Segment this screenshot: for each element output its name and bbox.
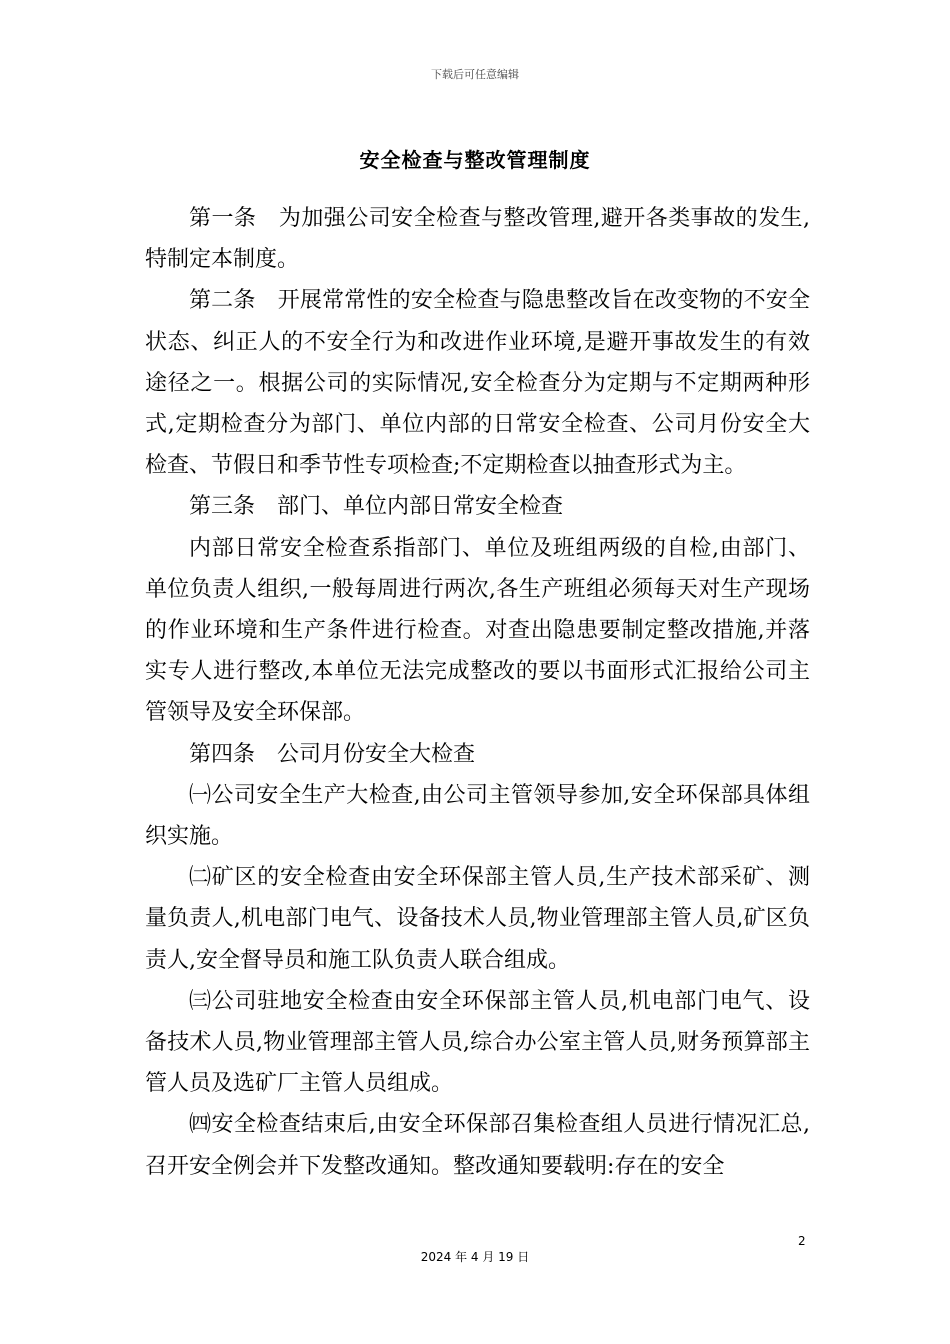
paragraph-article-3-heading: 第三条 部门、单位内部日常安全检查 (189, 494, 564, 520)
paragraph-item-1: ㈠公司安全生产大检查,由公司主管领导参加,安全环保部具体组织实施。 (145, 782, 810, 850)
document-title: 安全检查与整改管理制度 (359, 148, 591, 172)
paragraph-article-1: 第一条 为加强公司安全检查与整改管理,避开各类事故的发生,特制定本制度。 (145, 206, 810, 273)
document-body (145, 198, 810, 1187)
paragraph-article-2: 第二条 开展常常性的安全检查与隐患整改旨在改变物的不安全状态、纠正人的不安全行为和改进作业环境,是避开事故发生的有效途径之一。根据公司的实际情况,安全检查分为定期与不定期两种形式,定期检查分为部门、单位内部的日常安全检查、公司月份安全大检查、节假日和季节性专项检查;不定期检查以抽查形式为主。 (145, 288, 810, 479)
header-note: 下载后可任意编辑 (431, 68, 519, 81)
footer-date: 2024 年 4 月 19 日 (420, 1250, 530, 1264)
paragraph-item-2: ㈡矿区的安全检查由安全环保部主管人员,生产技术部采矿、测量负责人,机电部门电气、设备技术人员,物业管理部主管人员,矿区负责人,安全督导员和施工队负责人联合组成。 (145, 865, 810, 973)
paragraph-article-3-body: 内部日常安全检查系指部门、单位及班组两级的自检,由部门、单位负责人组织,一般每周进行两次,各生产班组必须每天对生产现场的作业环境和生产条件进行检查。对查出隐患要制定整改措施,并落实专人进行整改,本单位无法完成整改的要以书面形式汇报给公司主管领导及安全环保部。 (145, 535, 810, 726)
paragraph-article-4-heading: 第四条 公司月份安全大检查 (189, 741, 476, 767)
paragraph-item-4: ㈣安全检查结束后,由安全环保部召集检查组人员进行情况汇总,召开安全例会并下发整改通知。整改通知要载明:存在的安全 (145, 1112, 810, 1179)
paragraph-item-3: ㈢公司驻地安全检查由安全环保部主管人员,机电部门电气、设备技术人员,物业管理部主管人员,综合办公室主管人员,财务预算部主管人员及选矿厂主管人员组成。 (145, 988, 810, 1097)
page-number: 2 (798, 1234, 806, 1248)
